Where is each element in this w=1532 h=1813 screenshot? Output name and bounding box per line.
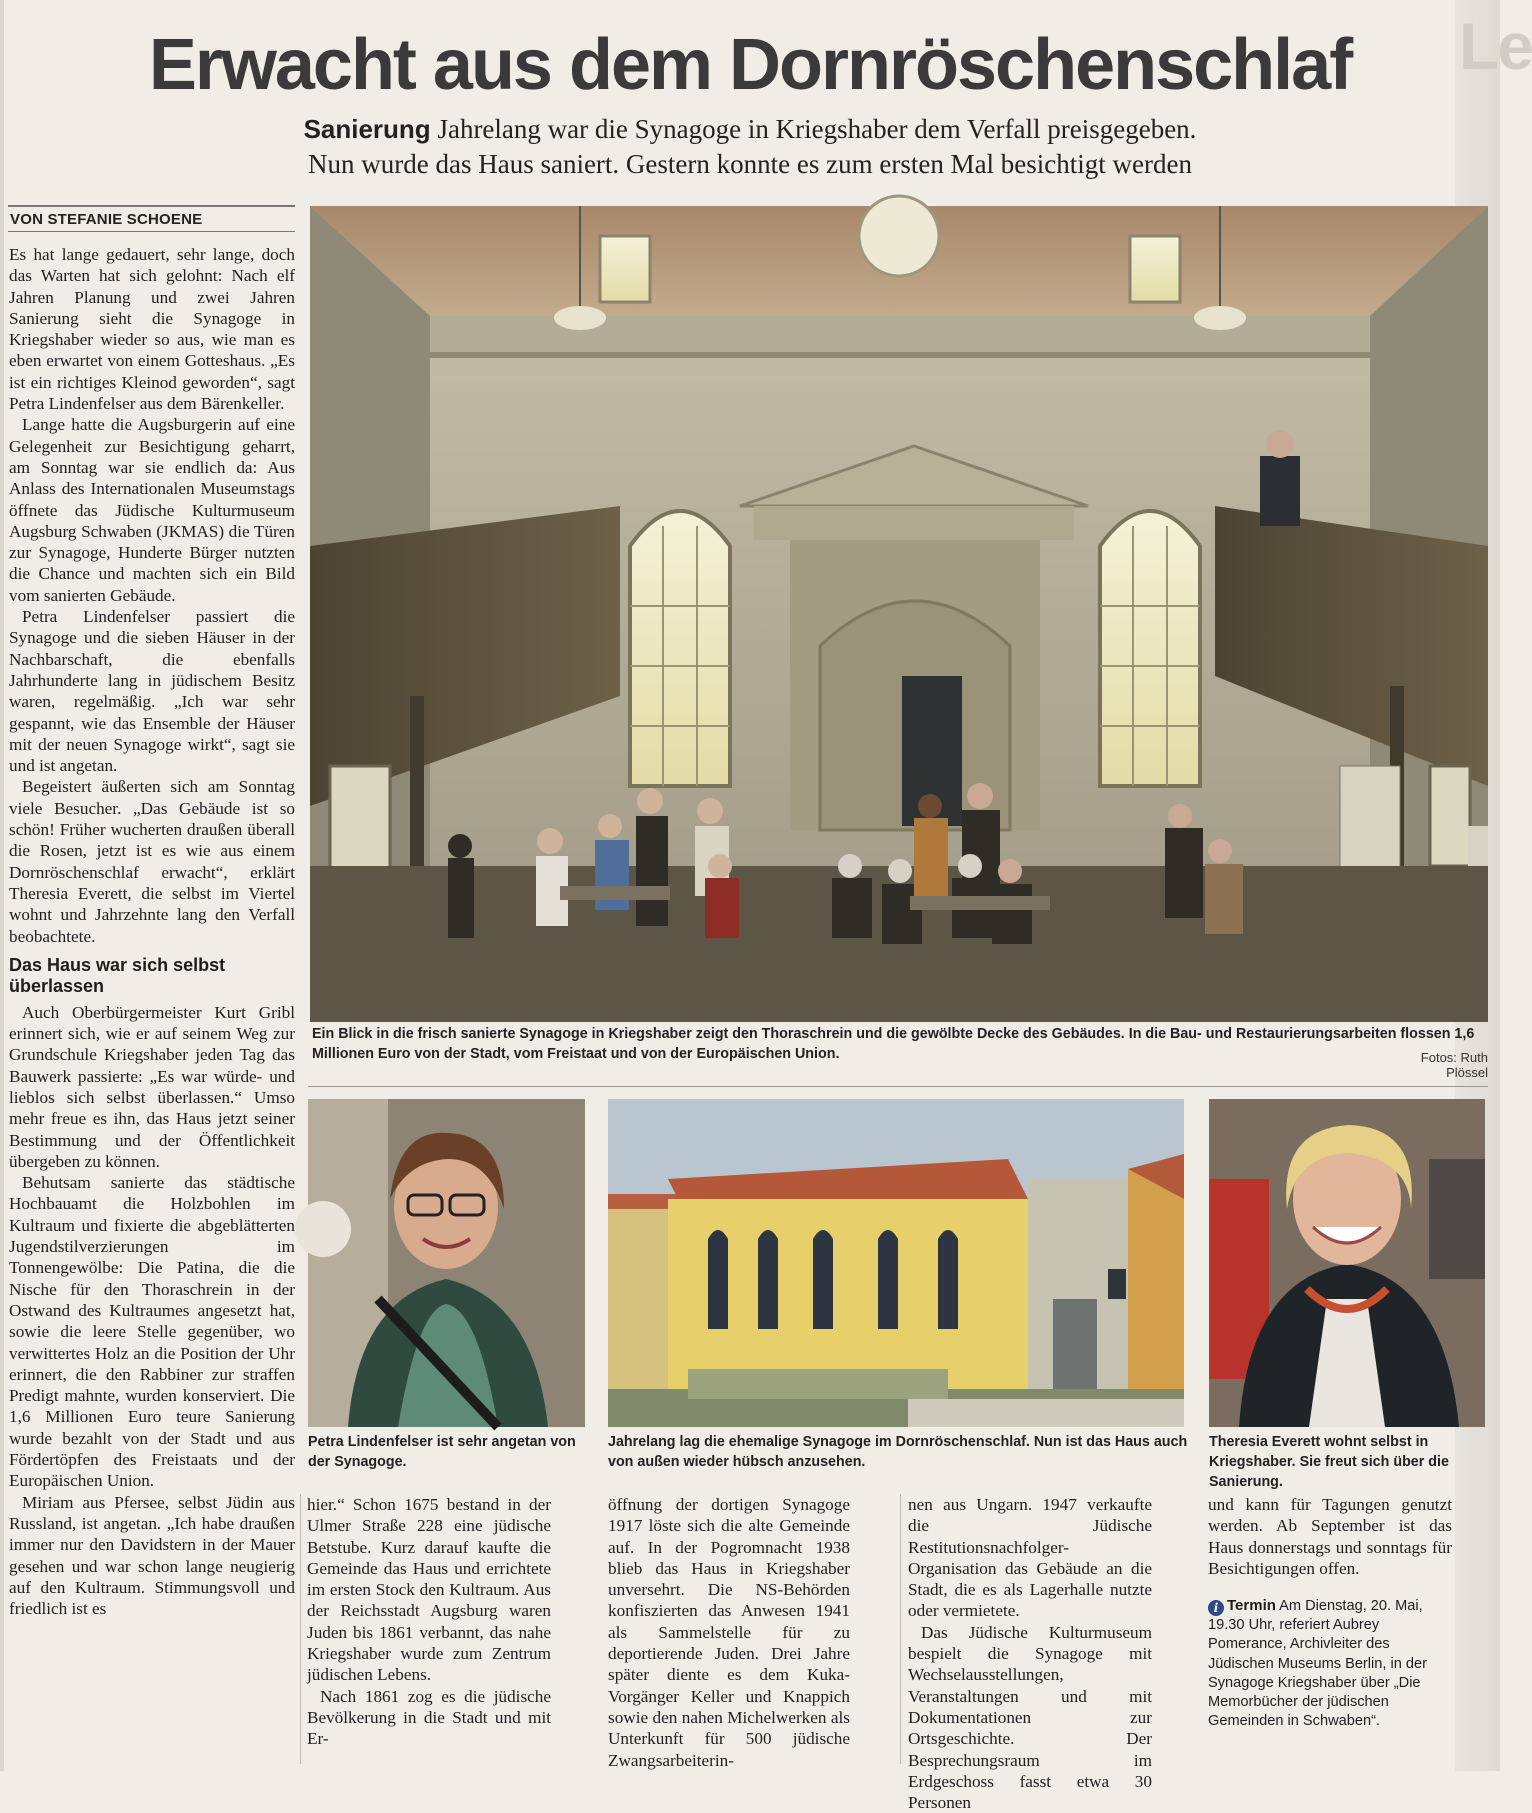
paragraph: Nach 1861 zog es die jüdische Bevölkerung in die Stadt und mit Er- [307, 1686, 551, 1749]
subheading: Das Haus war sich selbst überlassen [9, 954, 226, 996]
page-edge [0, 0, 4, 1771]
photo-synagogue-interior [310, 206, 1488, 1022]
paragraph: Miriam aus Pfersee, selbst Jüdin aus Russland, ist angetan. „Ich habe draußen immer nur den Davidstern in der Mauer gesehen und war schon lange neugierig auf den Kultraum. Stimmungsvoll und friedlich ist es [9, 1492, 295, 1619]
article-column-2 [307, 1494, 551, 1766]
byline: VON STEFANIE SCHOENE [8, 205, 295, 232]
article-column-4 [908, 1494, 1152, 1813]
article-column-1 [9, 244, 295, 1769]
paragraph: Lange hatte die Augsburgerin auf eine Gelegenheit zur Besichtigung geharrt, am Sonntag war sie endlich da: Aus Anlass des Internationalen Museumstags öffnete das Jüdische Kulturmuseum Augsburg Schwaben (JKMAS) die Türen zur Synagoge, Hunderte Bürger nutzten die Chance und machten sich ein Bild vom sanierten Gebäude. [9, 415, 295, 605]
event-notice [1208, 1596, 1452, 1731]
neighbor-page-strip: Le [1455, 0, 1500, 1771]
caption-portrait-1: Petra Lindenfelser ist sehr angetan von der Synagoge. [308, 1434, 576, 1470]
paragraph: Petra Lindenfelser passiert die Synagoge und die sieben Häuser in der Nachbarschaft, die ebenfalls Jahrhunderte lang in jüdischem Besitz waren, regelmäßig. „Ich war sehr gespannt, wie das Ensemble der Häuser mit der neuen Synagoge wirkt“, sagt sie und ist angetan. [9, 607, 295, 776]
paragraph: Es hat lange gedauert, sehr lange, doch das Warten hat sich gelohnt: Nach elf Jahren Planung und zwei Jahren Sanierung sieht die Synagoge in Kriegshaber wieder so aus, wie man es eben erwartet von einem Gotteshaus. „Es ist ein richtiges Kleinod geworden“, sagt Petra Lindenfelser aus dem Bärenkeller. [9, 245, 295, 414]
article-column-3 [608, 1494, 850, 1770]
photo-portrait-petra-lindenfelser [308, 1099, 585, 1427]
photo-synagogue-exterior [608, 1099, 1184, 1427]
synagogue-interior-illustration [310, 206, 1488, 1022]
paragraph: Auch Oberbürgermeister Kurt Gribl erinnert sich, wie er auf seinem Weg zur Grundschule Kriegshaber jeden Tag das Bauwerk passierte: „Es war würde- und lieblos sich selbst überlassen.“ Umso mehr freue es ihn, das Haus jetzt seiner Bestimmung und der Öffentlichkeit übergeben zu können. [9, 1002, 295, 1171]
paragraph: Behutsam sanierte das städtische Hochbauamt die Holzbohlen im Kultraum und fixierte die abgeblätterten Jugendstilverzierungen im Tonnengewölbe: Die Patina, die die Nische für den Thoraschrein in der Ostwand des Kultraumes angesetzt hat, sowie die leere Stelle gegenüber, wo verwittertes Holz an die Position der Uhr erinnert, die den Rabbiner zur straffen Predigt mahnte, wurden konserviert. Die 1,6 Millionen Euro teure Sanierung wurde bezahlt von der Stadt und aus Fördertöpfen des Freistaats und der Europäischen Union. [9, 1173, 295, 1491]
column-divider [300, 1494, 301, 1764]
synagogue-exterior-illustration [608, 1099, 1184, 1427]
subhead [140, 112, 1360, 182]
paragraph: öffnung der dortigen Synagoge 1917 löste sich die alte Gemeinde auf. In der Pogromnacht 1938 blieb das Haus in Kriegshaber unversehrt. Die NS-Behörden konfiszierten das Anwesen 1941 als Sammelstelle für zu deportierende Juden. Drei Jahre später diente es dem Kuka-Vorgänger Keller und Knappich sowie den nahen Michelwerken als Unterkunft für 500 jüdische Zwangsarbeiterin- [608, 1495, 850, 1770]
paragraph: Begeistert äußerten sich am Sonntag viele Besucher. „Das Gebäude ist so schön! Früher wucherten draußen überall die Rosen, jetzt ist es wie aus einem Dornröschenschlaf erwacht“, erklärt Theresia Everett, die selbst im Viertel wohnt und Jahrzehnte lang den Verfall beobachtete. [9, 777, 295, 946]
paragraph: Das Jüdische Kulturmuseum bespielt die Synagoge mit Wechselausstellungen, Veranstaltungen und mit Dokumentationen zur Ortsgeschichte. Der Besprechungsraum im Erdgeschoss fasst etwa 30 Personen [908, 1622, 1152, 1813]
column-divider [900, 1494, 901, 1764]
info-icon: i [1208, 1600, 1224, 1616]
divider [308, 1086, 1488, 1087]
paragraph: nen aus Ungarn. 1947 verkaufte die Jüdische Restitutionsnachfolger-Organisation das Gebäude an die Stadt, die es als Lagerhalle nutzte oder vermietete. [908, 1495, 1152, 1621]
subhead-line-2: Nun wurde das Haus saniert. Gestern konnte es zum ersten Mal besichtigt werden [308, 149, 1192, 179]
headline: Erwacht aus dem Dornröschenschlaf [148, 25, 1352, 105]
photo-credit: Fotos: Ruth Plössel [1420, 1050, 1488, 1080]
kicker: Sanierung [303, 114, 431, 144]
caption-main-photo: Ein Blick in die frisch sanierte Synagoge in Kriegshaber zeigt den Thoraschrein und die gewölbte Decke des Gebäudes. In die Bau- und Restaurierungsarbeiten flossen 1,6 Millionen Euro von der Stadt, vom Freistaat und von der Europäischen Union. [312, 1026, 1475, 1062]
caption-exterior: Jahrelang lag die ehemalige Synagoge im Dornröschenschlaf. Nun ist das Haus auch von außen wieder hübsch anzusehen. [608, 1434, 1188, 1470]
photo-portrait-theresia-everett [1209, 1099, 1485, 1427]
portrait-illustration [308, 1099, 585, 1427]
event-label: Termin [1227, 1597, 1276, 1614]
event-text: Am Dienstag, 20. Mai, 19.30 Uhr, referiert Aubrey Pomerance, Archivleiter des Jüdischen Museums Berlin, in der Synagoge Kriegshaber über „Die Memorbücher der jüdischen Gemeinden in Schwaben“. [1208, 1598, 1428, 1730]
caption-portrait-2: Theresia Everett wohnt selbst in Kriegshaber. Sie freut sich über die Sanierung. [1209, 1434, 1449, 1490]
subhead-line-1: Jahrelang war die Synagoge in Kriegshaber dem Verfall preisgegeben. [437, 114, 1197, 144]
paragraph: und kann für Tagungen genutzt werden. Ab September ist das Haus donnerstags und sonntags für Besichtigungen offen. [1208, 1495, 1452, 1578]
paragraph: hier.“ Schon 1675 bestand in der Ulmer Straße 228 eine jüdische Betstube. Kurz darauf kaufte die Gemeinde das Haus und errichtete im ersten Stock den Kultraum. Aus der Reichsstadt Augsburg waren Juden bis 1861 verbannt, das nahe Kriegshaber wurde zum Zentrum jüdischen Lebens. [307, 1495, 551, 1685]
portrait-illustration [1209, 1099, 1485, 1427]
